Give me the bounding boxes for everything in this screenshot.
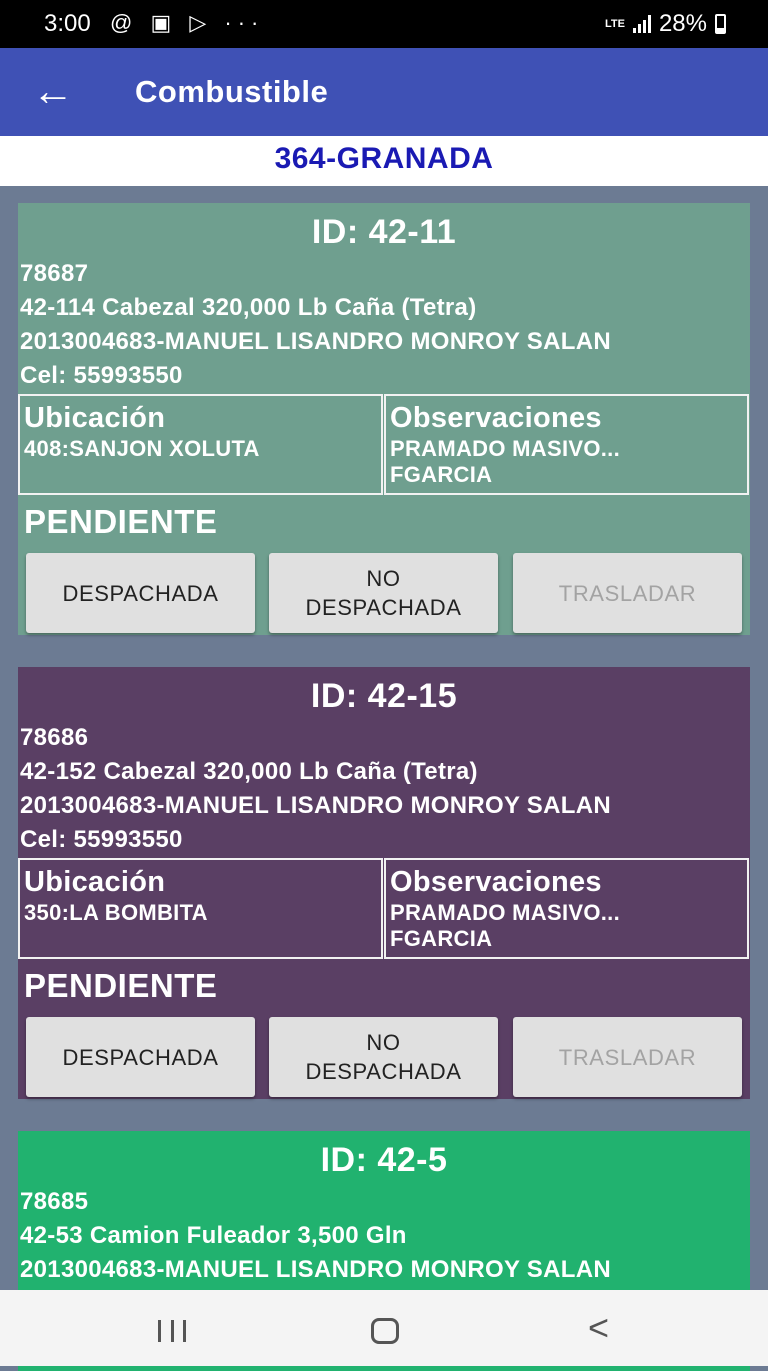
order-id: ID: 42-11 [311, 213, 457, 251]
not-dispatched-button[interactable]: NO DESPACHADA [269, 1017, 498, 1097]
location-header: Ubicación [24, 402, 166, 434]
app-bar [0, 48, 768, 136]
notes-cell [384, 394, 749, 495]
battery-percent: 28% [658, 10, 707, 37]
notes-header: Observaciones [390, 402, 602, 434]
notes-line2: FGARCIA [390, 926, 493, 951]
notes-cell [384, 858, 749, 959]
notes-line1: PRAMADO MASIVO... [390, 436, 620, 461]
order-driver: 2013004683-MANUEL LISANDRO MONROY SALAN [20, 792, 611, 819]
order-vehicle: 42-114 Cabezal 320,000 Lb Caña (Tetra) [20, 294, 477, 321]
notes-header: Observaciones [390, 866, 602, 898]
order-actions [18, 1013, 750, 1103]
battery-icon [715, 14, 726, 34]
recent-apps-icon[interactable] [158, 1320, 186, 1342]
location-header: Ubicación [24, 866, 166, 898]
dispatched-button[interactable]: DESPACHADA [26, 553, 255, 633]
notification-icons: @ ▣ ▷ ··· [110, 10, 265, 35]
not-dispatched-button[interactable]: NO DESPACHADA [269, 553, 498, 633]
dispatched-button[interactable]: DESPACHADA [26, 1017, 255, 1097]
transfer-button[interactable]: TRASLADAR [513, 1017, 742, 1097]
back-arrow-icon[interactable]: ← [32, 67, 74, 114]
location-cell [18, 858, 383, 959]
order-phone: Cel: 55993550 [20, 826, 183, 853]
order-driver: 2013004683-MANUEL LISANDRO MONROY SALAN [20, 328, 611, 355]
order-info-table [18, 858, 750, 959]
status-bar [0, 0, 768, 48]
order-card [18, 667, 750, 1099]
location-value: 408:SANJON XOLUTA [24, 436, 260, 461]
page-title: Combustible [135, 74, 329, 109]
network-type: LTE [604, 17, 625, 30]
notes-line1: PRAMADO MASIVO... [390, 900, 620, 925]
back-icon[interactable]: < [588, 1307, 610, 1348]
order-id: ID: 42-15 [310, 677, 458, 715]
order-phone: Cel: 55993550 [20, 362, 183, 389]
station-name: 364-GRANADA [0, 136, 768, 186]
system-nav-bar [0, 1290, 768, 1366]
order-number: 78687 [20, 260, 89, 287]
location-cell [18, 394, 383, 495]
order-number: 78685 [20, 1188, 89, 1215]
order-info-table [18, 394, 750, 495]
order-vehicle: 42-53 Camion Fuleador 3,500 Gln [20, 1222, 407, 1249]
order-status: PENDIENTE [24, 967, 218, 1004]
order-number: 78686 [20, 724, 89, 751]
order-driver: 2013004683-MANUEL LISANDRO MONROY SALAN [20, 1256, 611, 1283]
order-id: ID: 42-5 [320, 1141, 448, 1179]
status-right [605, 10, 726, 38]
notes-line2: FGARCIA [390, 462, 493, 487]
order-vehicle: 42-152 Cabezal 320,000 Lb Caña (Tetra) [20, 758, 478, 785]
signal-icon [633, 15, 651, 33]
transfer-button[interactable]: TRASLADAR [513, 553, 742, 633]
order-card [18, 203, 750, 635]
order-status: PENDIENTE [24, 503, 218, 540]
location-value: 350:LA BOMBITA [24, 900, 208, 925]
orders-list[interactable] [0, 186, 768, 1290]
order-actions [18, 549, 750, 639]
status-time: 3:00 [44, 10, 91, 37]
home-icon[interactable] [371, 1318, 399, 1344]
